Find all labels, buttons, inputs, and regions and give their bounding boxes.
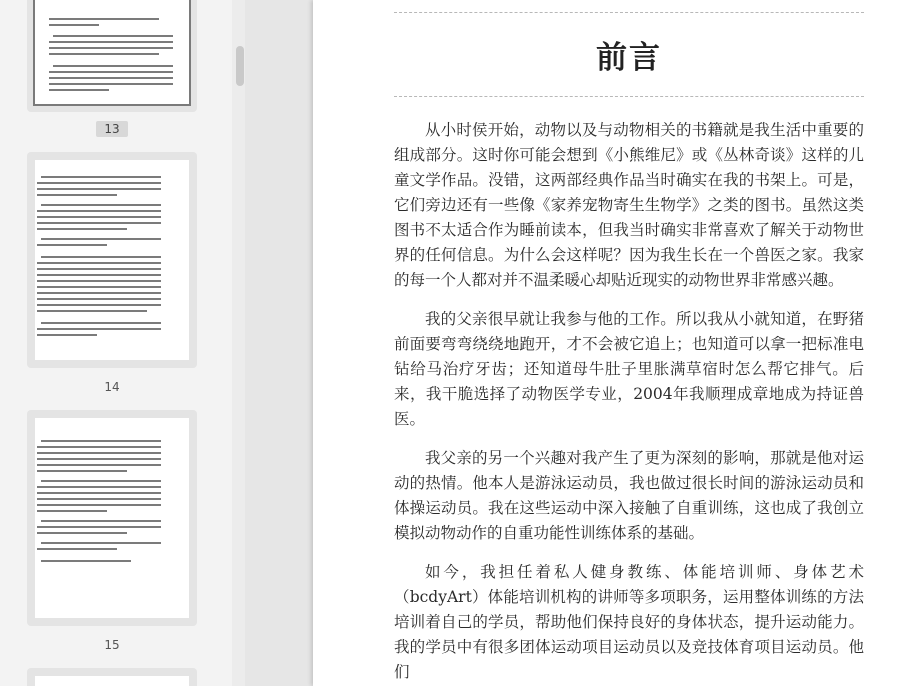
page-thumbnail-15[interactable] (27, 410, 197, 626)
thumbnail-preview (35, 160, 189, 360)
page-thumbnail-14[interactable] (27, 152, 197, 368)
paragraph: 我的父亲很早就让我参与他的工作。所以我从小就知道，在野猪前面要弯弯绕绕地跑开，才不会被它追上；也知道可以拿一把标准电钻给马治疗牙齿；还知道母牛肚子里胀满草宿时怎么帮它排气。后来，我干脆选择了动物医学专业，2004年我顺理成章地成为持证兽医。 (394, 310, 864, 428)
divider (394, 96, 864, 97)
thumbnail-preview (35, 676, 189, 686)
page-number-label: 13 (96, 121, 127, 137)
divider (394, 12, 864, 13)
paragraph: 从小时侯开始，动物以及与动物相关的书籍就是我生活中重要的组成部分。这时你可能会想到《小熊维尼》或《丛林奇谈》这样的儿童文学作品。没错，这两部经典作品当时确实在我的书架上。可是，它们旁边还有一些像《家养宠物寄生生物学》之类的图书。虽然这类图书不太适合作为睡前读本，但我当时确实非常喜欢了解关于动物世界的任何信息。为什么会这样呢？因为我生长在一个兽医之家。我家的每一个人都对并不温柔暖心却贴近现实的动物世界非常感兴趣。 (394, 121, 864, 289)
paragraph: 如今，我担任着私人健身教练、体能培训师、身体艺术（bcdyArt）体能培训机构的讲师等多项职务，运用整体训练的方法培训着自己的学员，帮助他们保持良好的身体状态，提升运动能力。我的学员中有很多团体运动项目运动员以及竞技体育项目运动员。他们 (394, 563, 864, 681)
thumbnail-preview (35, 0, 189, 104)
page-thumbnail-13[interactable] (27, 0, 197, 112)
thumbnail-preview (35, 418, 189, 618)
thumbnail-scrollbar[interactable] (232, 0, 245, 686)
page-number-label: 15 (104, 638, 120, 652)
page-thumbnail-16[interactable] (27, 668, 197, 686)
paragraph: 我父亲的另一个兴趣对我产生了更为深刻的影响，那就是他对运动的热情。他本人是游泳运动员，我也做过很长时间的游泳运动员和体操运动员。我在这些运动中深入接触了自重训练，这也成了我创立模拟动物动作的自重功能性训练体系的基础。 (394, 449, 864, 542)
chapter-title: 前言 (596, 40, 662, 76)
thumbnail-sidebar (0, 0, 245, 686)
scrollbar-thumb[interactable] (236, 46, 244, 86)
page-number-label: 14 (104, 380, 120, 394)
